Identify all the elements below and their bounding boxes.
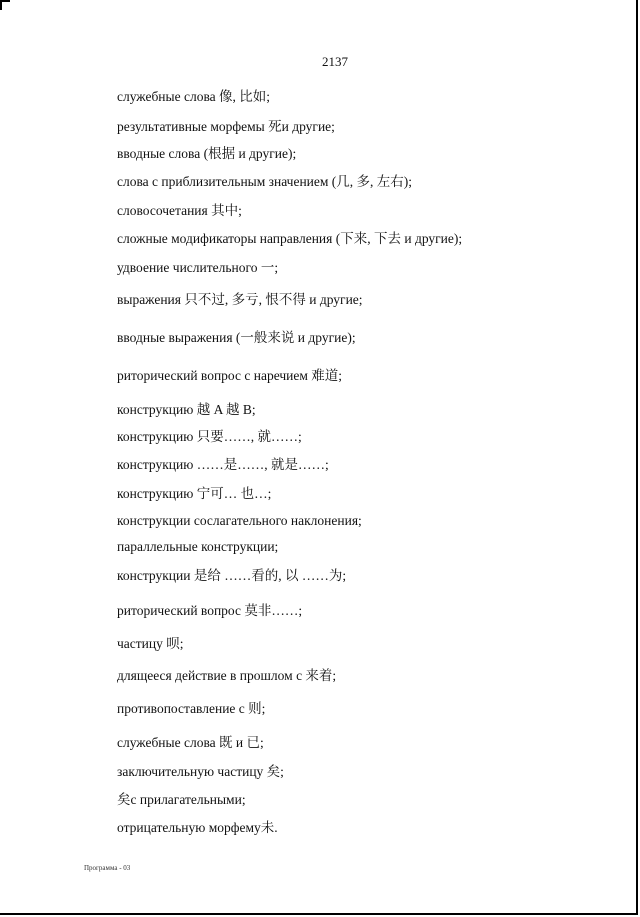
list-item: результативные морфемы 死и другие; [117, 119, 335, 134]
list-item: заключительную частицу 矣; [117, 764, 284, 779]
list-item: риторический вопрос с наречием 难道; [117, 368, 343, 383]
list-item: служебные слова 既 и 已; [117, 735, 264, 750]
list-item: конструкцию 越 A 越 B; [117, 402, 256, 417]
list-item: 矣с прилагательными; [117, 792, 246, 807]
list-item: конструкции 是给 ……看的, 以 ……为; [117, 568, 347, 583]
list-item: противопоставление с 则; [117, 701, 266, 716]
list-item: словосочетания 其中; [117, 203, 242, 218]
list-item: выражения 只不过, 多亏, 恨不得 и другие; [117, 292, 363, 307]
list-item: служебные слова 像, 比如; [117, 89, 271, 104]
list-item: вводные выражения (一般来说 и другие); [117, 330, 356, 345]
list-item: конструкцию 只要……, 就……; [117, 429, 302, 444]
list-item: риторический вопрос 莫非……; [117, 603, 303, 618]
list-item: длящееся действие в прошлом с 来着; [117, 668, 337, 683]
list-item: отрицательную морфему未. [117, 820, 278, 835]
footer-label: Программа - 03 [84, 864, 131, 872]
list-item: вводные слова (根据 и другие); [117, 146, 297, 161]
list-item: слова с приблизительным значением (几, 多, 左右); [117, 174, 413, 189]
list-item: параллельные конструкции; [117, 539, 279, 554]
list-item: сложные модификаторы направления (下来, 下去 и другие); [117, 231, 463, 246]
list-item: конструкцию 宁可… 也…; [117, 486, 272, 501]
page-number: 2137 [322, 54, 348, 69]
list-item: конструкции сослагательного наклонения; [117, 513, 362, 528]
list-item: частицу 呗; [117, 636, 184, 651]
list-item: удвоение числительного 一; [117, 260, 279, 275]
list-item: конструкцию ……是……, 就是……; [117, 457, 329, 472]
scan-corner-mark [0, 0, 10, 10]
